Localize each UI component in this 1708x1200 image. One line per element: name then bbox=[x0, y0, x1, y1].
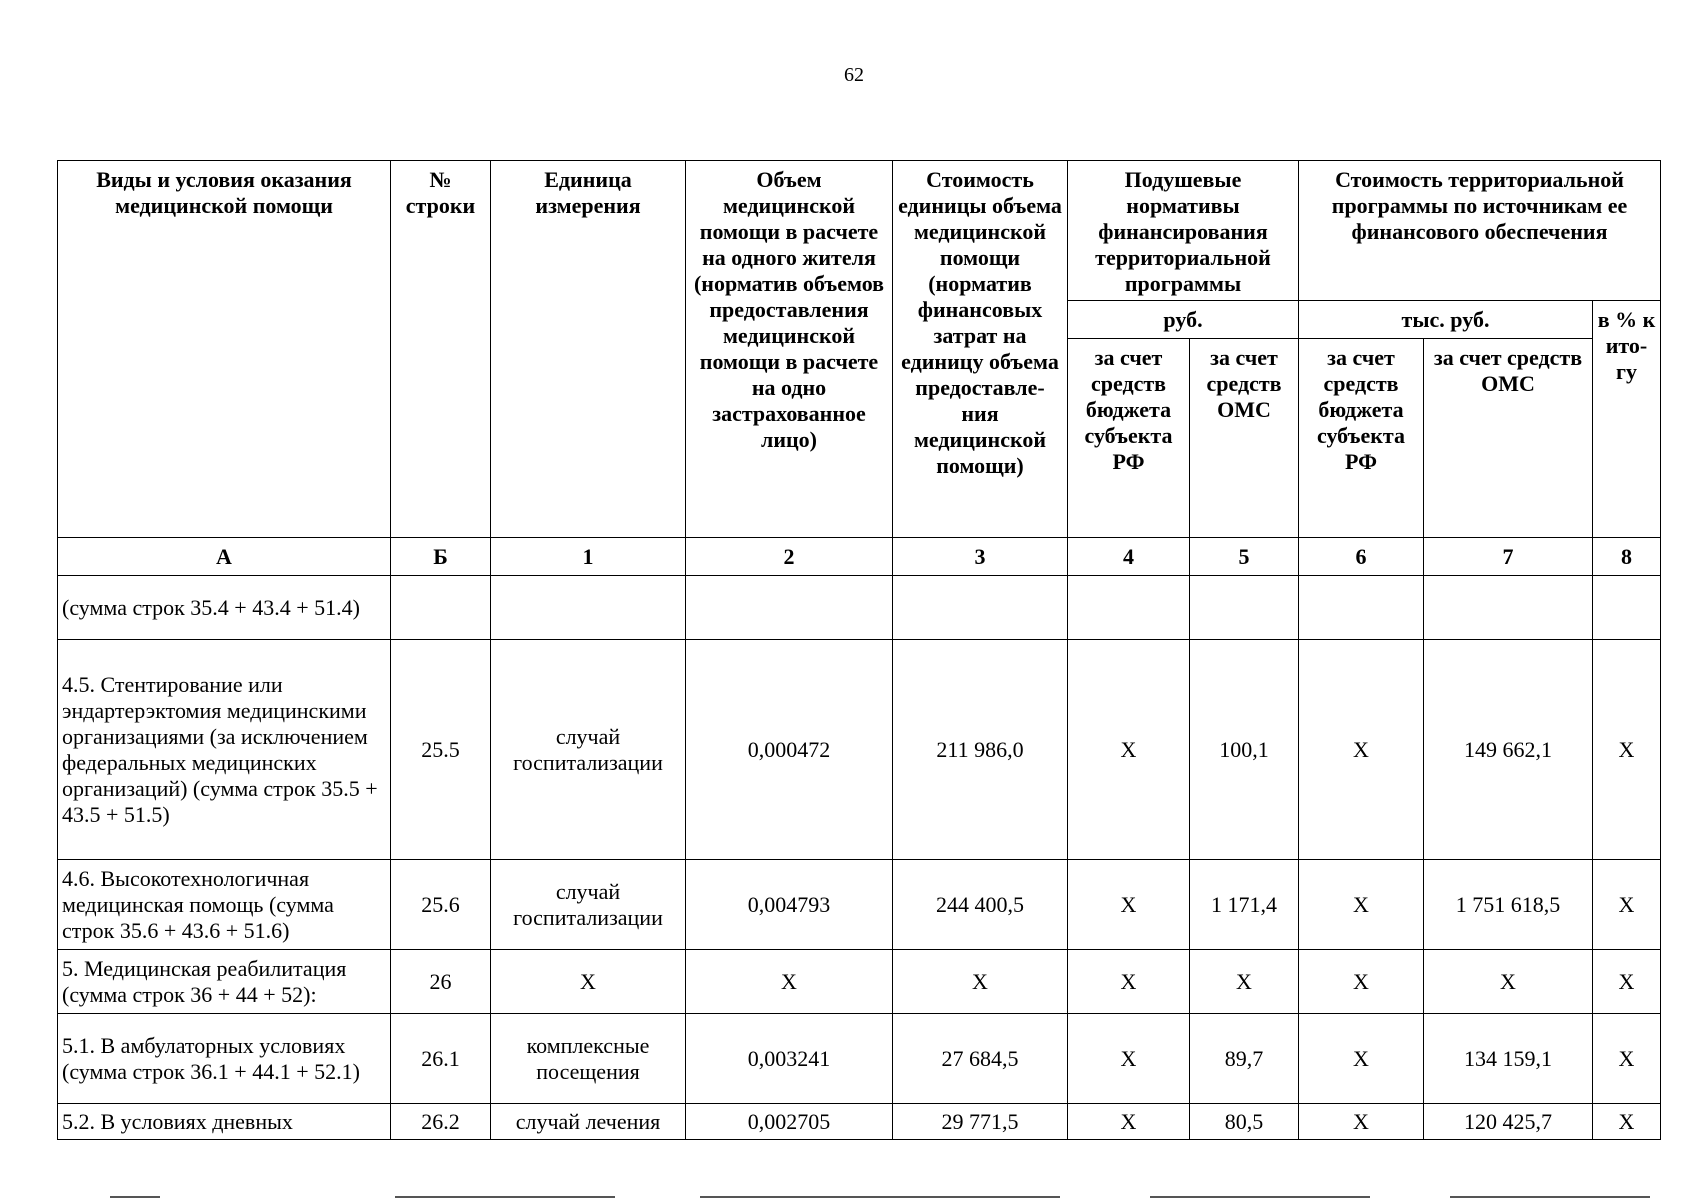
row-unit-cost: 27 684,5 bbox=[893, 1014, 1068, 1104]
header-col-7: за счет средств ОМС bbox=[1424, 339, 1593, 538]
row-unit-cost: Х bbox=[893, 950, 1068, 1014]
row-volume bbox=[686, 576, 893, 640]
row-name: 5. Медицинская реабилитация (сумма строк 36 + 44 + 52): bbox=[58, 950, 391, 1014]
row-percent: Х bbox=[1593, 640, 1661, 860]
header-group-cost: Стоимость территориальной программы по источникам ее финансового обеспечения bbox=[1299, 161, 1661, 301]
row-unit bbox=[491, 576, 686, 640]
header-col-1: Единица измерения bbox=[491, 161, 686, 538]
row-num: 25.6 bbox=[391, 860, 491, 950]
header-group-norms: Подушевые нормативы финансирования территориальной программы bbox=[1068, 161, 1299, 301]
row-budget-rub: Х bbox=[1068, 860, 1190, 950]
row-oms-thous bbox=[1424, 576, 1593, 640]
col-letter-7: 7 bbox=[1424, 538, 1593, 576]
table-row bbox=[58, 860, 1661, 950]
row-num: 26.1 bbox=[391, 1014, 491, 1104]
row-oms-thous: 1 751 618,5 bbox=[1424, 860, 1593, 950]
row-budget-thous: Х bbox=[1299, 640, 1424, 860]
col-letter-a: А bbox=[58, 538, 391, 576]
row-oms-rub: 1 171,4 bbox=[1190, 860, 1299, 950]
row-oms-thous: 120 425,7 bbox=[1424, 1104, 1593, 1140]
row-name: 4.5. Стентирование или эндартерэктомия медицинскими организациями (за исключением федеральных медицинских организаций) (сумма строк 35.5 + 43.5 + 51.5) bbox=[58, 640, 391, 860]
row-budget-rub bbox=[1068, 576, 1190, 640]
header-col-3: Стоимость единицы объема медицинской помощи (норматив финансовых затрат на единицу объема предоставле-ния медицинской помощи) bbox=[893, 161, 1068, 538]
table-row bbox=[58, 1014, 1661, 1104]
row-percent: Х bbox=[1593, 860, 1661, 950]
row-budget-thous: Х bbox=[1299, 1104, 1424, 1140]
scan-edge-mark bbox=[110, 1196, 160, 1198]
col-letter-5: 5 bbox=[1190, 538, 1299, 576]
row-budget-rub: Х bbox=[1068, 1014, 1190, 1104]
row-budget-thous: Х bbox=[1299, 950, 1424, 1014]
col-letter-8: 8 bbox=[1593, 538, 1661, 576]
row-volume: 0,002705 bbox=[686, 1104, 893, 1140]
col-letter-3: 3 bbox=[893, 538, 1068, 576]
table-row bbox=[58, 576, 1661, 640]
row-budget-thous: Х bbox=[1299, 1014, 1424, 1104]
row-volume: 0,003241 bbox=[686, 1014, 893, 1104]
row-name: 4.6. Высокотехнологичная медицинская помощь (сумма строк 35.6 + 43.6 + 51.6) bbox=[58, 860, 391, 950]
row-num: 25.5 bbox=[391, 640, 491, 860]
row-percent: Х bbox=[1593, 1104, 1661, 1140]
row-oms-thous: 134 159,1 bbox=[1424, 1014, 1593, 1104]
row-percent bbox=[1593, 576, 1661, 640]
scan-edge-mark bbox=[700, 1196, 1060, 1198]
table-row bbox=[58, 640, 1661, 860]
row-unit-cost bbox=[893, 576, 1068, 640]
header-col-5: за счет средств ОМС bbox=[1190, 339, 1299, 538]
row-unit: случай лечения bbox=[491, 1104, 686, 1140]
row-oms-rub: Х bbox=[1190, 950, 1299, 1014]
col-letter-1: 1 bbox=[491, 538, 686, 576]
row-name: 5.2. В условиях дневных bbox=[58, 1104, 391, 1140]
row-volume: 0,004793 bbox=[686, 860, 893, 950]
row-oms-rub: 100,1 bbox=[1190, 640, 1299, 860]
page-number: 62 bbox=[844, 64, 864, 86]
header-percent: в % к ито-гу bbox=[1593, 301, 1661, 538]
header-col-b: № строки bbox=[391, 161, 491, 538]
header-thous-rub: тыс. руб. bbox=[1299, 301, 1593, 339]
row-budget-rub: Х bbox=[1068, 950, 1190, 1014]
row-unit: случай госпитализации bbox=[491, 640, 686, 860]
header-col-6: за счет средств бюджета субъекта РФ bbox=[1299, 339, 1424, 538]
row-name: 5.1. В амбулаторных условиях (сумма строк 36.1 + 44.1 + 52.1) bbox=[58, 1014, 391, 1104]
row-percent: Х bbox=[1593, 1014, 1661, 1104]
col-letter-b: Б bbox=[391, 538, 491, 576]
row-unit-cost: 211 986,0 bbox=[893, 640, 1068, 860]
col-letter-6: 6 bbox=[1299, 538, 1424, 576]
row-unit: случай госпитализации bbox=[491, 860, 686, 950]
row-num: 26.2 bbox=[391, 1104, 491, 1140]
row-budget-rub: Х bbox=[1068, 1104, 1190, 1140]
row-percent: Х bbox=[1593, 950, 1661, 1014]
scan-edge-mark bbox=[395, 1196, 615, 1198]
header-col-4: за счет средств бюджета субъекта РФ bbox=[1068, 339, 1190, 538]
row-num bbox=[391, 576, 491, 640]
col-letter-4: 4 bbox=[1068, 538, 1190, 576]
row-budget-thous: Х bbox=[1299, 860, 1424, 950]
header-col-a: Виды и условия оказания медицинской помощи bbox=[58, 161, 391, 538]
row-unit: комплексные посещения bbox=[491, 1014, 686, 1104]
financing-table bbox=[57, 160, 1661, 1140]
row-budget-rub: Х bbox=[1068, 640, 1190, 860]
scan-edge-mark bbox=[1450, 1196, 1650, 1198]
row-num: 26 bbox=[391, 950, 491, 1014]
table-row bbox=[58, 1104, 1661, 1140]
scan-edge-mark bbox=[1150, 1196, 1370, 1198]
row-oms-rub: 80,5 bbox=[1190, 1104, 1299, 1140]
table-row bbox=[58, 950, 1661, 1014]
row-oms-thous: 149 662,1 bbox=[1424, 640, 1593, 860]
row-volume: 0,000472 bbox=[686, 640, 893, 860]
row-unit: Х bbox=[491, 950, 686, 1014]
header-rub: руб. bbox=[1068, 301, 1299, 339]
row-unit-cost: 29 771,5 bbox=[893, 1104, 1068, 1140]
row-budget-thous bbox=[1299, 576, 1424, 640]
row-oms-rub bbox=[1190, 576, 1299, 640]
row-unit-cost: 244 400,5 bbox=[893, 860, 1068, 950]
header-col-2: Объем медицинской помощи в расчете на одного жителя (норматив объемов предоставления медицинской помощи в расчете на одно застрахованное лицо) bbox=[686, 161, 893, 538]
col-letter-2: 2 bbox=[686, 538, 893, 576]
row-name: (сумма строк 35.4 + 43.4 + 51.4) bbox=[58, 576, 391, 640]
row-volume: Х bbox=[686, 950, 893, 1014]
row-oms-rub: 89,7 bbox=[1190, 1014, 1299, 1104]
row-oms-thous: Х bbox=[1424, 950, 1593, 1014]
